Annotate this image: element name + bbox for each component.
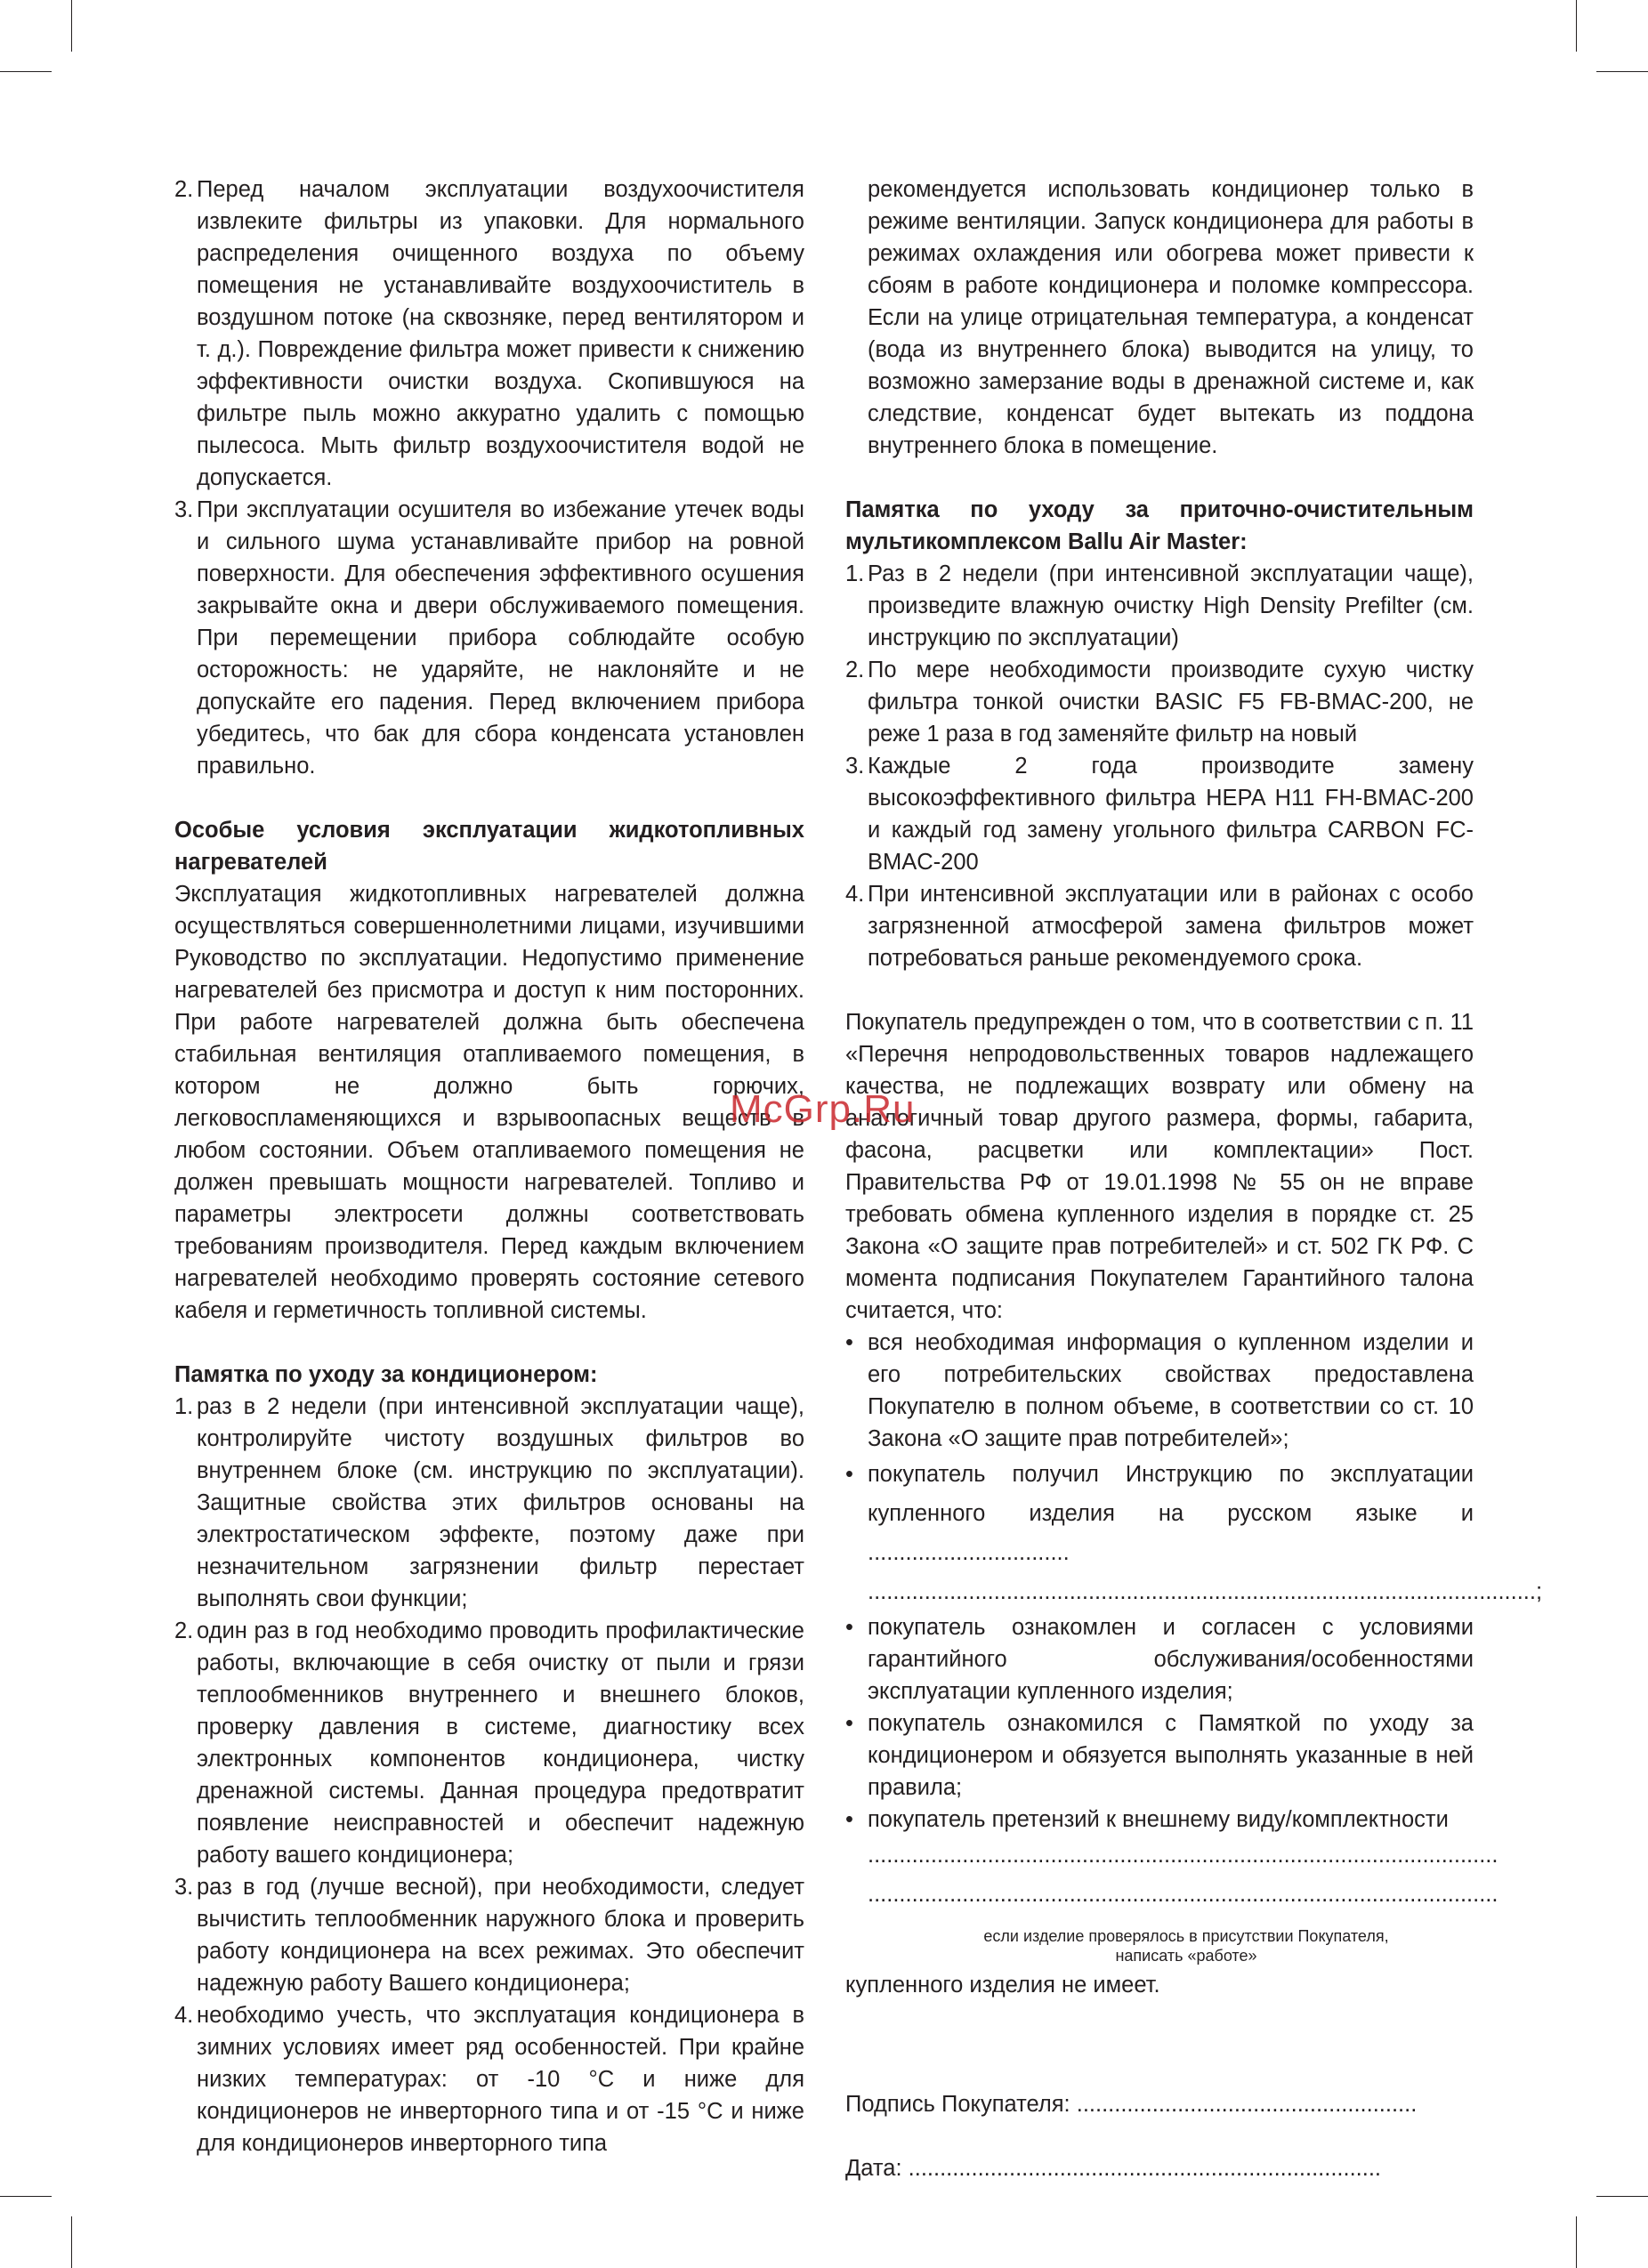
- list-item-text: один раз в год необходимо проводить профилактические работы, включающие в себя очистку от пыли и грязи теплообменников внутреннего и внешнего блоков, проверку давления в системе, диагностику всех электронных компонентов кондиционера, чистку дренажной системы. Данная процедура предотвратит появление неисправностей и обеспечит надежную работу вашего кондиционера;: [197, 1618, 804, 1868]
- bullet-icon: •: [845, 1462, 853, 1487]
- crop-mark-top-right-h: [1596, 71, 1648, 72]
- bullet-icon: •: [845, 1330, 853, 1355]
- right-column: [845, 174, 1543, 2184]
- crop-mark-bottom-left-h: [0, 2196, 52, 2197]
- list-item-text: Перед началом эксплуатации воздухоочистителя извлеките фильтры из упаковки. Для нормального распределения очищенного воздуха по объему помещения не устанавливайте воздухоочиститель в воздушном потоке (на сквозняке, перед вентилятором и т. д.). Повреждение фильтра может привести к снижению эффективности очистки воздуха. Скопившуюся на фильтре пыль можно аккуратно удалить с помощью пылесоса. Мыть фильтр воздухоочистителя водой не допускается.: [197, 177, 804, 490]
- list-item-text: При интенсивной эксплуатации или в районах с особо загрязненной атмосферой замена фильтров может потребоваться раньше рекомендуемого срока.: [868, 882, 1474, 971]
- bullet-icon: •: [845, 1711, 853, 1736]
- crop-mark-top-left-v: [71, 0, 72, 52]
- heater-paragraph: Эксплуатация жидкотопливных нагревателей должна осуществляться совершеннолетними лицами, изучившими Руководство по эксплуатации. Недопустимо применение нагревателей без присмотра и доступ к ним посторонних. При работе нагревателей должна быть обеспечена стабильная вентиляция отапливаемого помещения, в котором не должно быть горючих, легковоспламеняющихся и взрывоопасных веществ в любом состоянии. Объем отапливаемого помещения не должен превышать мощности нагревателей. Топливо и параметры электросети должны соответствовать требованиям производителя. Перед каждым включением нагревателей необходимо проверять состояние сетевого кабеля и герметичность топливной системы.: [174, 882, 804, 1323]
- list-item: 2. один раз в год необходимо проводить профилактические работы, включающие в себя очистку от пыли и грязи теплообменников внутреннего и внешнего блоков, проверку давления в системе, диагностику всех электронных компонентов кондиционера, чистку дренажной системы. Данная процедура предотвратит появление неисправностей и обеспечит надежную работу вашего кондиционера;: [174, 1618, 804, 1868]
- list-item-text: раз в год (лучше весной), при необходимости, следует вычистить теплообменник наружного блока и проверить работу кондиционера на всех режимах. Это обеспечит надежную работу Вашего кондиционера;: [197, 1875, 804, 1996]
- crop-mark-bottom-left-v: [71, 2216, 72, 2268]
- list-item-text: Каждые 2 года производите замену высокоэффективного фильтра HEPA H11 FH-BMAC-200 и каждый год замену угольного фильтра CARBON FC-BMAC-200: [868, 754, 1474, 875]
- list-item-text: необходимо учесть, что эксплуатация кондиционера в зимних условиях имеет ряд особенностей. При крайне низких температурах: от -10 °С и ниже для кондиционеров не инверторного типа и от -15 °С и ниже для кондиционеров инверторного типа: [197, 2003, 804, 2156]
- fill-in-line[interactable]: ....................................................................................................: [868, 1843, 1499, 1868]
- bullet-icon: •: [845, 1807, 853, 1832]
- list-item-text: раз в 2 недели (при интенсивной эксплуатации чаще), контролируйте чистоту воздушных фильтров во внутреннем блоке (см. инструкцию по эксплуатации). Защитные свойства этих фильтров основаны на электростатическом эффекте, поэтому даже при незначительном загрязнении фильтр перестает выполнять свои функции;: [197, 1394, 804, 1611]
- list-item: • покупатель ознакомлен и согласен с условиями гарантийного обслуживания/особенностями эксплуатации купленного изделия;: [845, 1611, 1474, 1707]
- list-item-text: Раз в 2 недели (при интенсивной эксплуатации чаще), произведите влажную очистку High Density Prefilter (см. инструкцию по эксплуатации): [868, 561, 1474, 650]
- list-item: • вся необходимая информация о купленном изделии и его потребительских свойствах предоставлена Покупателю в полном объеме, в соответствии со ст. 10 Закона «О защите прав потребителей»;: [845, 1327, 1474, 1455]
- ballu-heading: Памятка по уходу за приточно-очистительным мультикомплексом Ballu Air Master:: [845, 497, 1474, 554]
- crop-mark-bottom-right-v: [1576, 2216, 1577, 2268]
- ac-care-list: [174, 1391, 804, 2159]
- list-item-text: По мере необходимости производите сухую чистку фильтра тонкой очистки BASIC F5 FB-BMAC-200, не реже 1 раза в год заменяйте фильтр на новый: [868, 658, 1474, 747]
- date-row: [845, 2152, 1474, 2184]
- list-item: 2. По мере необходимости производите сухую чистку фильтра тонкой очистки BASIC F5 FB-BMAC-200, не реже 1 раза в год заменяйте фильтр на новый: [845, 658, 1474, 747]
- crop-mark-top-right-v: [1576, 0, 1577, 52]
- ac-heading: Памятка по уходу за кондиционером:: [174, 1362, 598, 1387]
- fill-in-note: если изделие проверялось в присутствии Покупателя, написать «работе»: [983, 1927, 1389, 1965]
- list-item: • покупатель получил Инструкцию по эксплуатации купленного изделия на русском языке и ................................ ..........................................................................................................;: [845, 1455, 1474, 1611]
- signature-label: Подпись Покупателя:: [845, 2092, 1070, 2117]
- buyer-notice-paragraph: Покупатель предупрежден о том, что в соответствии с п. 11 «Перечня непродовольственных товаров надлежащего качества, не подлежащих возврату или обмену на аналогичный товар другого размера, формы, габарита, фасона, расцветки или комплектации» Пост. Правительства РФ от 19.01.1998 № 55 он не вправе требовать обмена купленного изделия в порядке ст. 25 Закона «О защите прав потребителей» и ст. 502 ГК РФ. С момента подписания Покупателем Гарантийного талона считается, что:: [845, 1010, 1474, 1323]
- buyer-conditions-list: [845, 1327, 1543, 1914]
- list-item: • покупатель ознакомился с Памяткой по уходу за кондиционером и обязуется выполнять указанные в ней правила;: [845, 1707, 1474, 1804]
- list-item-text: При эксплуатации осушителя во избежание утечек воды и сильного шума устанавливайте прибор на ровной поверхности. Для обеспечения эффективного осушения закрывайте окна и двери обслуживаемого помещения. При перемещении прибора соблюдайте особую осторожность: не ударяйте, не наклоняйте и не допускайте его падения. Перед включением прибора убедитесь, что бак для сбора конденсата установлен правильно.: [197, 497, 804, 779]
- crop-mark-bottom-right-h: [1596, 2196, 1648, 2197]
- usage-list-continued: [174, 174, 804, 782]
- list-item: 3. Каждые 2 года производите замену высокоэффективного фильтра HEPA H11 FH-BMAC-200 и каждый год замену угольного фильтра CARBON FC-BMAC-200: [845, 754, 1474, 875]
- list-item: 4. При интенсивной эксплуатации или в районах с особо загрязненной атмосферой замена фильтров может потребоваться раньше рекомендуемого срока.: [845, 882, 1474, 971]
- list-item: 1. раз в 2 недели (при интенсивной эксплуатации чаще), контролируйте чистоту воздушных фильтров во внутреннем блоке (см. инструкцию по эксплуатации). Защитные свойства этих фильтров основаны на электростатическом эффекте, поэтому даже при незначительном загрязнении фильтр перестает выполнять свои функции;: [174, 1394, 804, 1611]
- bullet-icon: •: [845, 1615, 853, 1640]
- signature-field[interactable]: ......................................................: [1076, 2092, 1418, 2117]
- list-item: 1. Раз в 2 недели (при интенсивной эксплуатации чаще), произведите влажную очистку High Density Prefilter (см. инструкцию по эксплуатации): [845, 561, 1474, 650]
- fill-in-line[interactable]: ....................................................................................................: [868, 1882, 1499, 1907]
- ballu-care-list: [845, 558, 1474, 974]
- list-item: 3. При эксплуатации осушителя во избежание утечек воды и сильного шума устанавливайте прибор на ровной поверхности. Для обеспечения эффективного осушения закрывайте окна и двери обслуживаемого помещения. При перемещении прибора соблюдайте особую осторожность: не ударяйте, не наклоняйте и не допускайте его падения. Перед включением прибора убедитесь, что бак для сбора конденсата установлен правильно.: [174, 497, 804, 779]
- crop-mark-top-left-h: [0, 71, 52, 72]
- date-label: Дата:: [845, 2156, 902, 2181]
- closing-line: купленного изделия не имеет.: [845, 1973, 1160, 1998]
- date-field[interactable]: ...........................................................................: [908, 2156, 1382, 2181]
- list-item: • покупатель претензий к внешнему виду/комплектности .................................................................................................... ....................................................................................................: [845, 1804, 1474, 1914]
- continuation-paragraph: рекомендуется использовать кондиционер только в режиме вентиляции. Запуск кондиционера для работы в режимах охлаждения или обогрева может привести к сбоям в работе кондиционера и поломке компрессора. Если на улице отрицательная температура, а конденсат (вода из внутреннего блока) выводится на улицу, то возможно замерзание воды в дренажной системе и, как следствие, конденсат будет вытекать из поддона внутреннего блока в помещение.: [868, 177, 1474, 458]
- list-item: 2. Перед началом эксплуатации воздухоочистителя извлеките фильтры из упаковки. Для нормального распределения очищенного воздуха по объему помещения не устанавливайте воздухоочиститель в воздушном потоке (на сквозняке, перед вентилятором и т. д.). Повреждение фильтра может привести к снижению эффективности очистки воздуха. Скопившуюся на фильтре пыль можно аккуратно удалить с помощью пылесоса. Мыть фильтр воздухоочистителя водой не допускается.: [174, 177, 804, 490]
- signature-row: [845, 2088, 1474, 2120]
- list-item: 3. раз в год (лучше весной), при необходимости, следует вычистить теплообменник наружного блока и проверить работу кондиционера на всех режимах. Это обеспечит надежную работу Вашего кондиционера;: [174, 1875, 804, 1996]
- left-column: [174, 174, 804, 2159]
- heater-heading: Особые условия эксплуатации жидкотопливных нагревателей: [174, 818, 804, 875]
- fill-in-line[interactable]: ..........................................................................................................;: [868, 1579, 1543, 1604]
- list-item: 4. необходимо учесть, что эксплуатация кондиционера в зимних условиях имеет ряд особенностей. При крайне низких температурах: от -10 °С и ниже для кондиционеров не инверторного типа и от -15 °С и ниже для кондиционеров инверторного типа: [174, 2003, 804, 2156]
- fill-in-line[interactable]: ................................: [868, 1540, 1070, 1565]
- watermark-logo: McGrp.Ru: [730, 1087, 916, 1131]
